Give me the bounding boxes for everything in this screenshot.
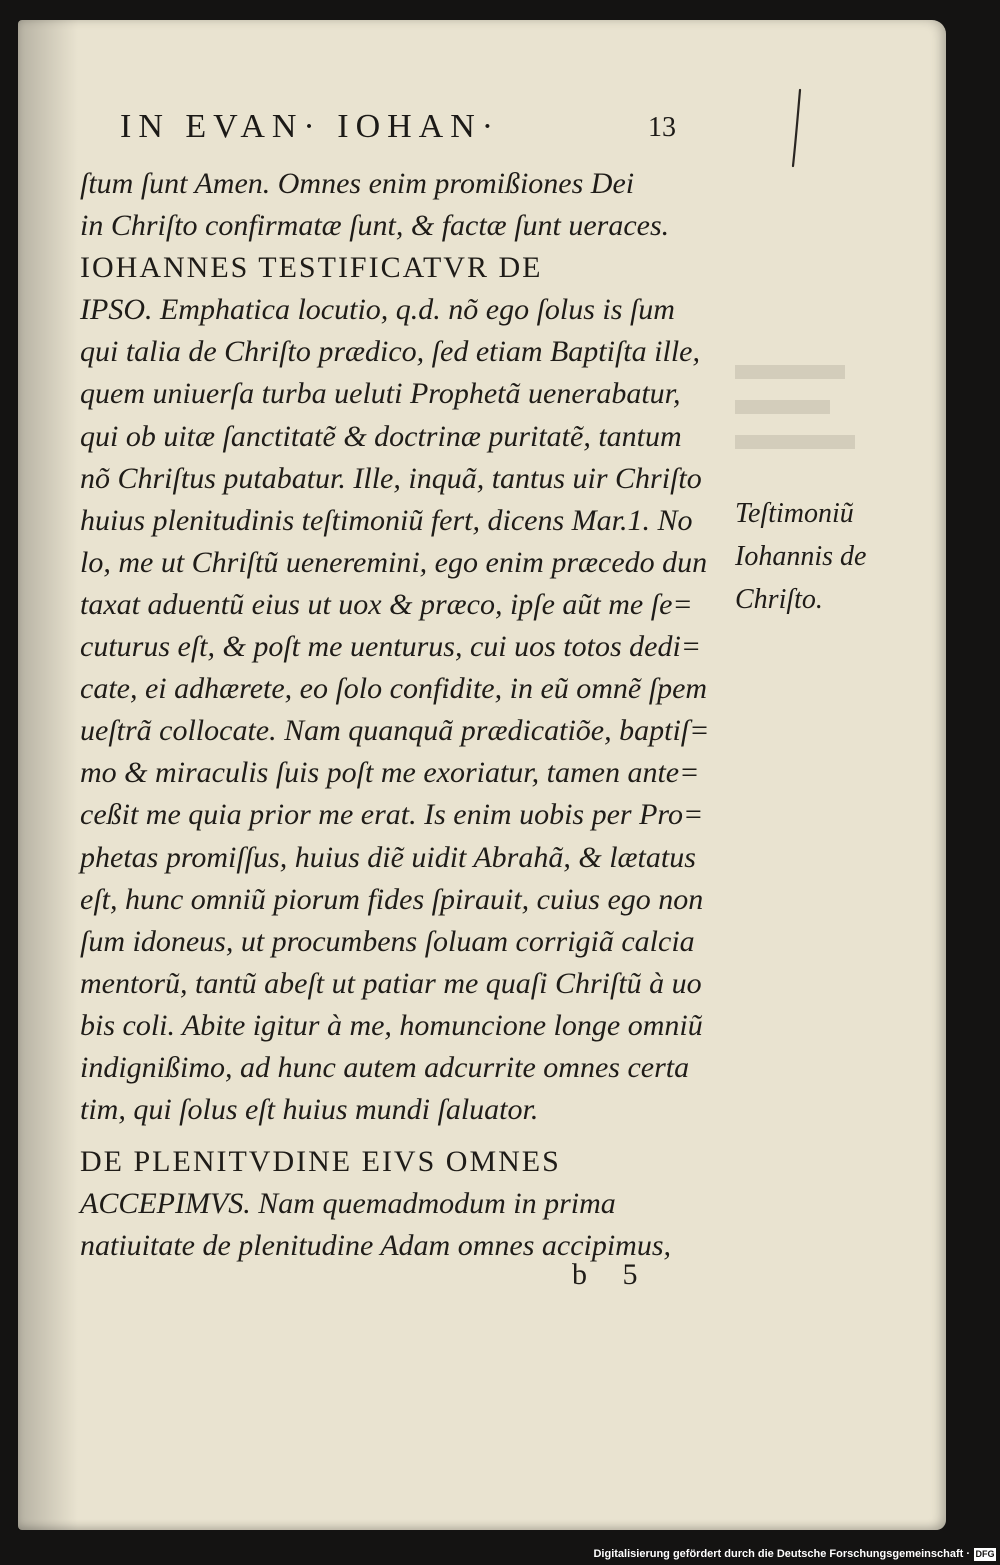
text-line: huius plenitudinis teſtimoniũ fert, dicens Mar.1. No	[80, 503, 693, 537]
running-title: IN EVAN· IOHAN·	[120, 108, 501, 145]
text-line: qui ob uitæ ſanctitatẽ & doctrinæ puritatẽ, tantum	[80, 419, 682, 453]
text-line: mo & miraculis ſuis poſt me exoriatur, tamen ante=	[80, 756, 700, 790]
signature-mark: b 5	[572, 1258, 652, 1291]
text-line: ueſtrã collocate. Nam quanquã prædicatiõe, baptiſ=	[80, 714, 710, 748]
margin-note	[735, 492, 915, 621]
text-line: ſum idoneus, ut procumbens ſoluam corrigiã calcia	[80, 924, 695, 958]
page-gutter-shadow	[18, 20, 78, 1530]
text-line: ceßit me quia prior me erat. Is enim uobis per Pro=	[80, 798, 704, 832]
text-line: cuturus eſt, & poſt me uenturus, cui uos totos dedi=	[80, 630, 702, 664]
text-line: indignißimo, ad hunc autem adcurrite omnes certa	[80, 1050, 690, 1084]
margin-note-line: Chriſto.	[735, 584, 823, 615]
funding-credit: Digitalisierung gefördert durch die Deutsche Forschungsgemeinschaft ·	[593, 1548, 970, 1560]
pencil-mark	[788, 88, 806, 168]
text-line: ſtum ſunt Amen. Omnes enim promißiones Dei	[80, 167, 635, 200]
margin-note-line: Iohannis de	[735, 541, 867, 572]
text-line: natiuitate de plenitudine Adam omnes accipimus,	[80, 1229, 672, 1263]
text-line: eſt, hunc omniũ piorum fides ſpirauit, cuius ego non	[80, 882, 704, 916]
text-line: taxat aduentũ eius ut uox & præco, ipſe aũt me ſe=	[80, 587, 693, 621]
text-line: ACCEPIMVS. Nam quemadmodum in prima	[80, 1187, 616, 1221]
section-heading-line: IOHANNES TESTIFICATVR DE	[80, 251, 543, 285]
text-line: IPSO. Emphatica locutio, q.d. nõ ego ſolus is ſum	[80, 293, 675, 327]
text-line: cate, ei adhærete, eo ſolo confidite, in eũ omnẽ ſpem	[80, 672, 708, 706]
dfg-logo: DFG	[975, 1549, 995, 1559]
body-text	[80, 163, 730, 1267]
text-line: mentorũ, tantũ abeſt ut patiar me quaſi Chriſtũ à uo	[80, 966, 702, 1000]
text-line: quem uniuerſa turba ueluti Prophetã uenerabatur,	[80, 377, 681, 411]
text-line: bis coli. Abite igitur à me, homuncione longe omniũ	[80, 1008, 703, 1042]
folio-number: 13	[648, 112, 676, 143]
text-line: lo, me ut Chriſtũ ueneremini, ego enim præcedo dun	[80, 545, 708, 579]
text-line: phetas promiſſus, huius diẽ uidit Abrahã, & lætatus	[80, 840, 696, 874]
bleed-through-ghost	[730, 355, 860, 465]
text-line: tim, qui ſolus eſt huius mundi ſaluator.	[80, 1093, 539, 1127]
text-line: in Chriſto confirmatæ ſunt, & factæ ſunt ueraces.	[80, 209, 670, 243]
margin-note-line: Teſtimoniũ	[735, 498, 854, 529]
text-line: qui talia de Chriſto prædico, ſed etiam Baptiſta ille,	[80, 335, 700, 369]
text-line: nõ Chriſtus putabatur. Ille, inquã, tantus uir Chriſto	[80, 461, 702, 495]
section-heading-line: DE PLENITVDINE EIVS OMNES	[80, 1145, 561, 1179]
